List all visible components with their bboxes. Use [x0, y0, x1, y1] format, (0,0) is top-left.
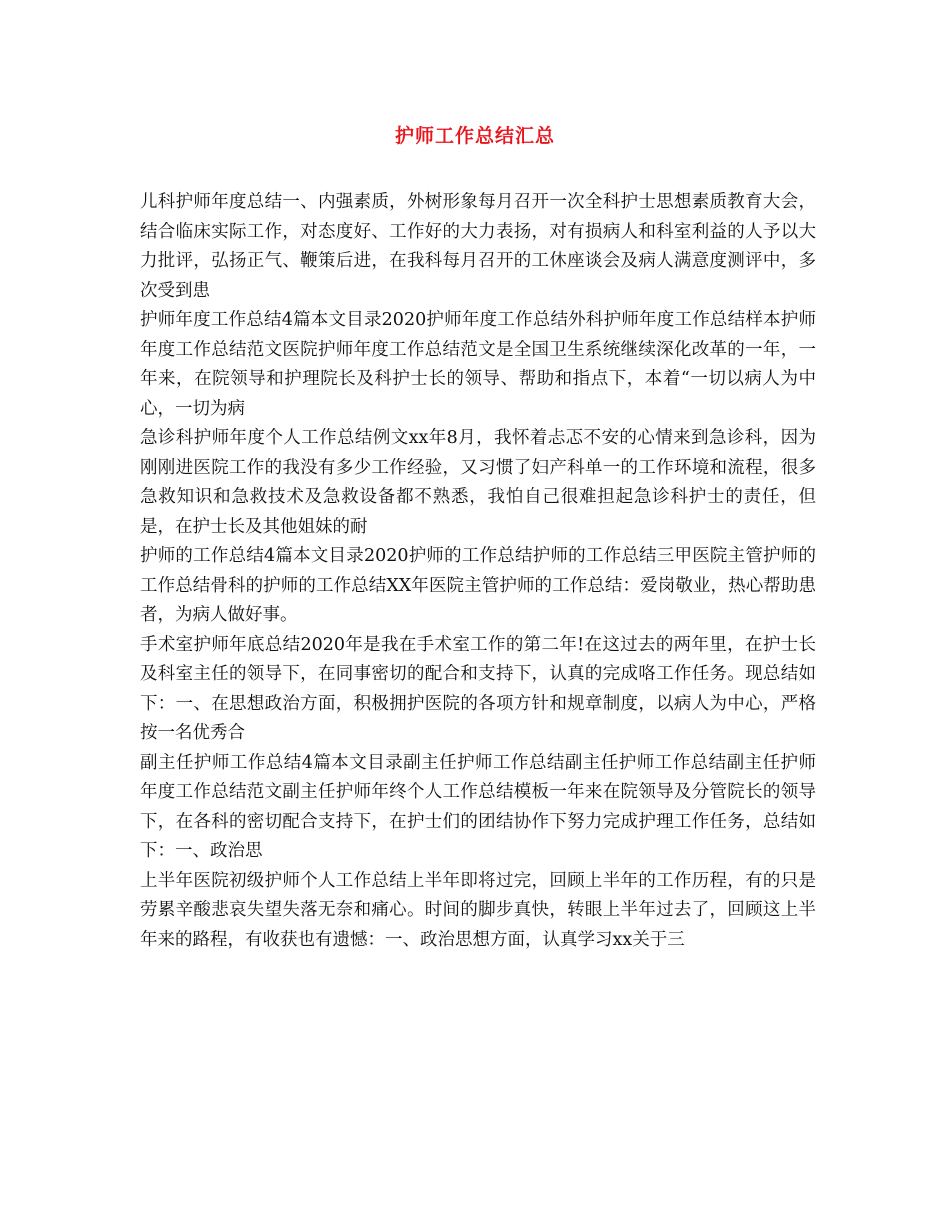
- paragraph-nurse-work-summary: 护师的工作总结4篇本文目录2020护师的工作总结护师的工作总结三甲医院主管护师的工作总结骨科的护师的工作总结XX年医院主管护师的工作总结：爱岗敬业，热心帮助患者，为病人做好事。: [140, 546, 816, 625]
- paragraph-first-half-summary: 上半年医院初级护师个人工作总结上半年即将过完，回顾上半年的工作历程，有的只是劳累辛酸悲哀失望失落无奈和痛心。时间的脚步真快，转眼上半年过去了，回顾这上半年来的路程，有收获也有遗憾：一、政治思想方面，认真学习xx关于三: [140, 870, 816, 950]
- paragraph-deputy-chief-summary: 副主任护师工作总结4篇本文目录副主任护师工作总结副主任护师工作总结副主任护师年度工作总结范文副主任护师年终个人工作总结模板一年来在院领导及分管院长的领导下，在各科的密切配合支持下，在护士们的团结协作下努力完成护理工作任务，总结如下：一、政治思: [140, 752, 816, 861]
- document-title: 护师工作总结汇总: [394, 125, 555, 147]
- paragraph-emergency-summary: 急诊科护师年度个人工作总结例文xx年8月，我怀着忐忑不安的心情来到急诊科，因为刚刚进医院工作的我没有多少工作经验，又习惯了妇产科单一的工作环境和流程，很多急救知识和急救技术及急救设备都不熟悉，我怕自己很难担起急诊科护士的责任，但是，在护士长及其他姐妹的耐: [140, 428, 816, 537]
- paragraph-operating-room-summary: 手术室护师年底总结2020年是我在手术室工作的第二年!在这过去的两年里，在护士长及科室主任的领导下，在同事密切的配合和支持下，认真的完成咯工作任务。现总结如下：一、在思想政治方面，积极拥护医院的各项方针和规章制度，以病人为中心，严格按一名优秀合: [140, 634, 816, 743]
- paragraph-pediatric-summary: 儿科护师年度总结一、内强素质，外树形象每月召开一次全科护士思想素质教育大会，结合临床实际工作，对态度好、工作好的大力表扬，对有损病人和科室利益的人予以大力批评，弘扬正气、鞭策后进，在我科每月召开的工休座谈会及病人满意度测评中，多次受到患: [140, 192, 816, 301]
- document-body: [140, 188, 816, 955]
- paragraph-annual-summary: 护师年度工作总结4篇本文目录2020护师年度工作总结外科护师年度工作总结样本护师年度工作总结范文医院护师年度工作总结范文是全国卫生系统继续深化改革的一年，一年来，在院领导和护理院长及科护士长的领导、帮助和指点下，本着“一切以病人为中心，一切为病: [140, 310, 816, 419]
